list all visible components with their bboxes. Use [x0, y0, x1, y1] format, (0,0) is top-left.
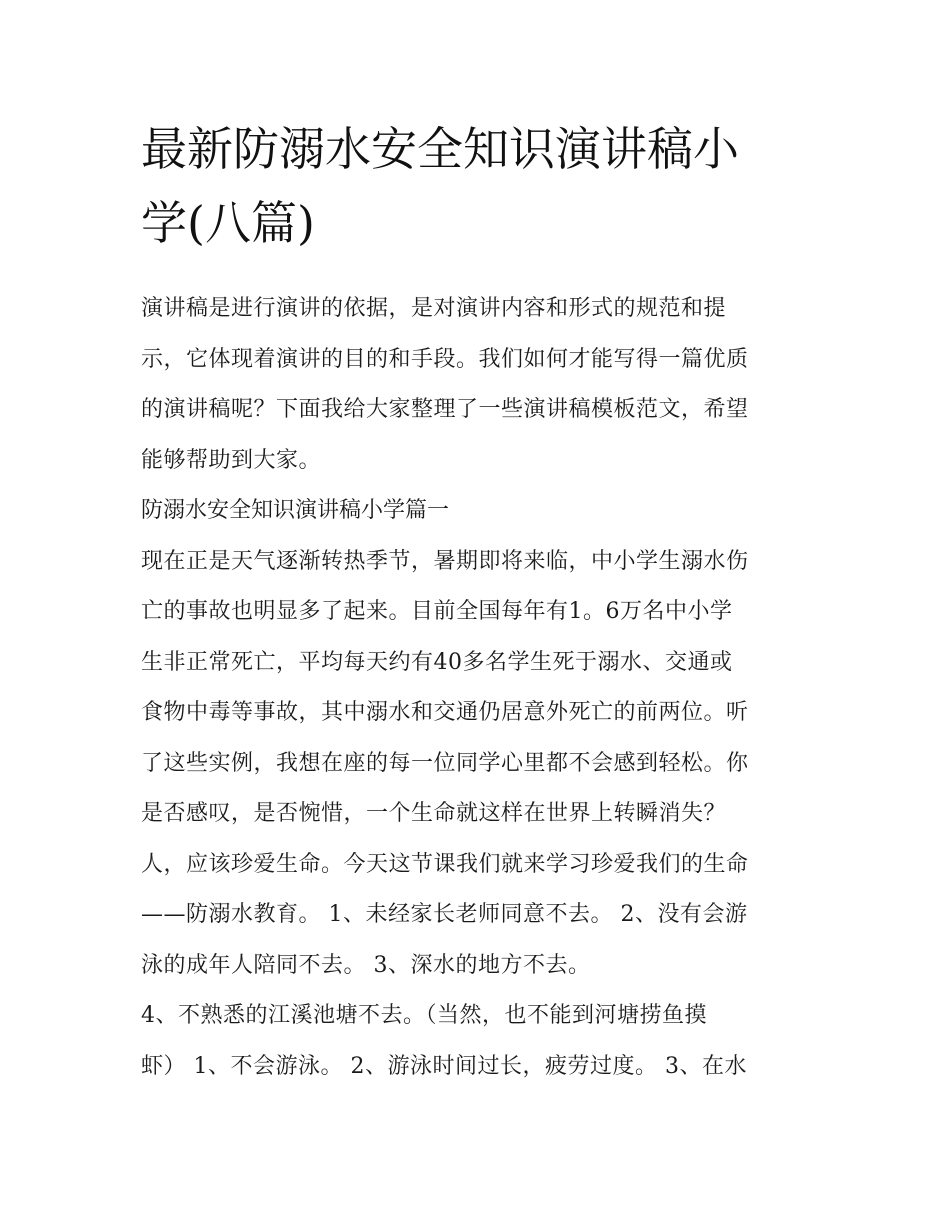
title-line: 最新防溺水安全知识演讲稿小	[141, 122, 739, 176]
text-line: 人，应该珍爱生命。今天这节课我们就来学习珍爱我们的生命	[141, 851, 749, 877]
document-content	[141, 112, 821, 1092]
text-line: 能够帮助到大家。	[141, 447, 322, 473]
tail-paragraph	[141, 991, 821, 1092]
document-title	[141, 112, 821, 260]
text-line: 虾） 1、不会游泳。 2、游泳时间过长，疲劳过度。 3、在水	[141, 1053, 747, 1079]
section-heading: 防溺水安全知识演讲稿小学篇一	[141, 498, 450, 523]
body-paragraph	[141, 537, 821, 992]
text-line: 生非正常死亡，平均每天约有40多名学生死于溺水、交通或	[141, 649, 733, 675]
text-line: 的演讲稿呢？下面我给大家整理了一些演讲稿模板范文，希望	[141, 397, 749, 422]
text-line: 示，它体现着演讲的目的和手段。我们如何才能写得一篇优质	[141, 346, 749, 372]
text-line: ——防溺水教育。 1、未经家长老师同意不去。 2、没有会游	[141, 902, 748, 927]
text-line: 现在正是天气逐渐转热季节，暑期即将来临，中小学生溺水伤	[141, 548, 749, 574]
text-line: 了这些实例，我想在座的每一位同学心里都不会感到轻松。你	[141, 750, 749, 776]
text-line: 演讲稿是进行演讲的依据，是对演讲内容和形式的规范和提	[141, 296, 727, 321]
text-line: 是否感叹，是否惋惜，一个生命就这样在世界上转瞬消失？	[141, 801, 727, 826]
text-line: 食物中毒等事故，其中溺水和交通仍居意外死亡的前两位。听	[141, 700, 749, 725]
text-line: 4、不熟悉的江溪池塘不去。（当然，也不能到河塘捞鱼摸	[141, 1003, 707, 1028]
text-line: 泳的成年人陪同不去。 3、深水的地方不去。	[141, 952, 591, 978]
title-line: 学(八篇)	[141, 196, 315, 250]
text-line: 亡的事故也明显多了起来。目前全国每年有1。6万名中小学	[141, 599, 733, 624]
intro-paragraph	[141, 284, 821, 486]
